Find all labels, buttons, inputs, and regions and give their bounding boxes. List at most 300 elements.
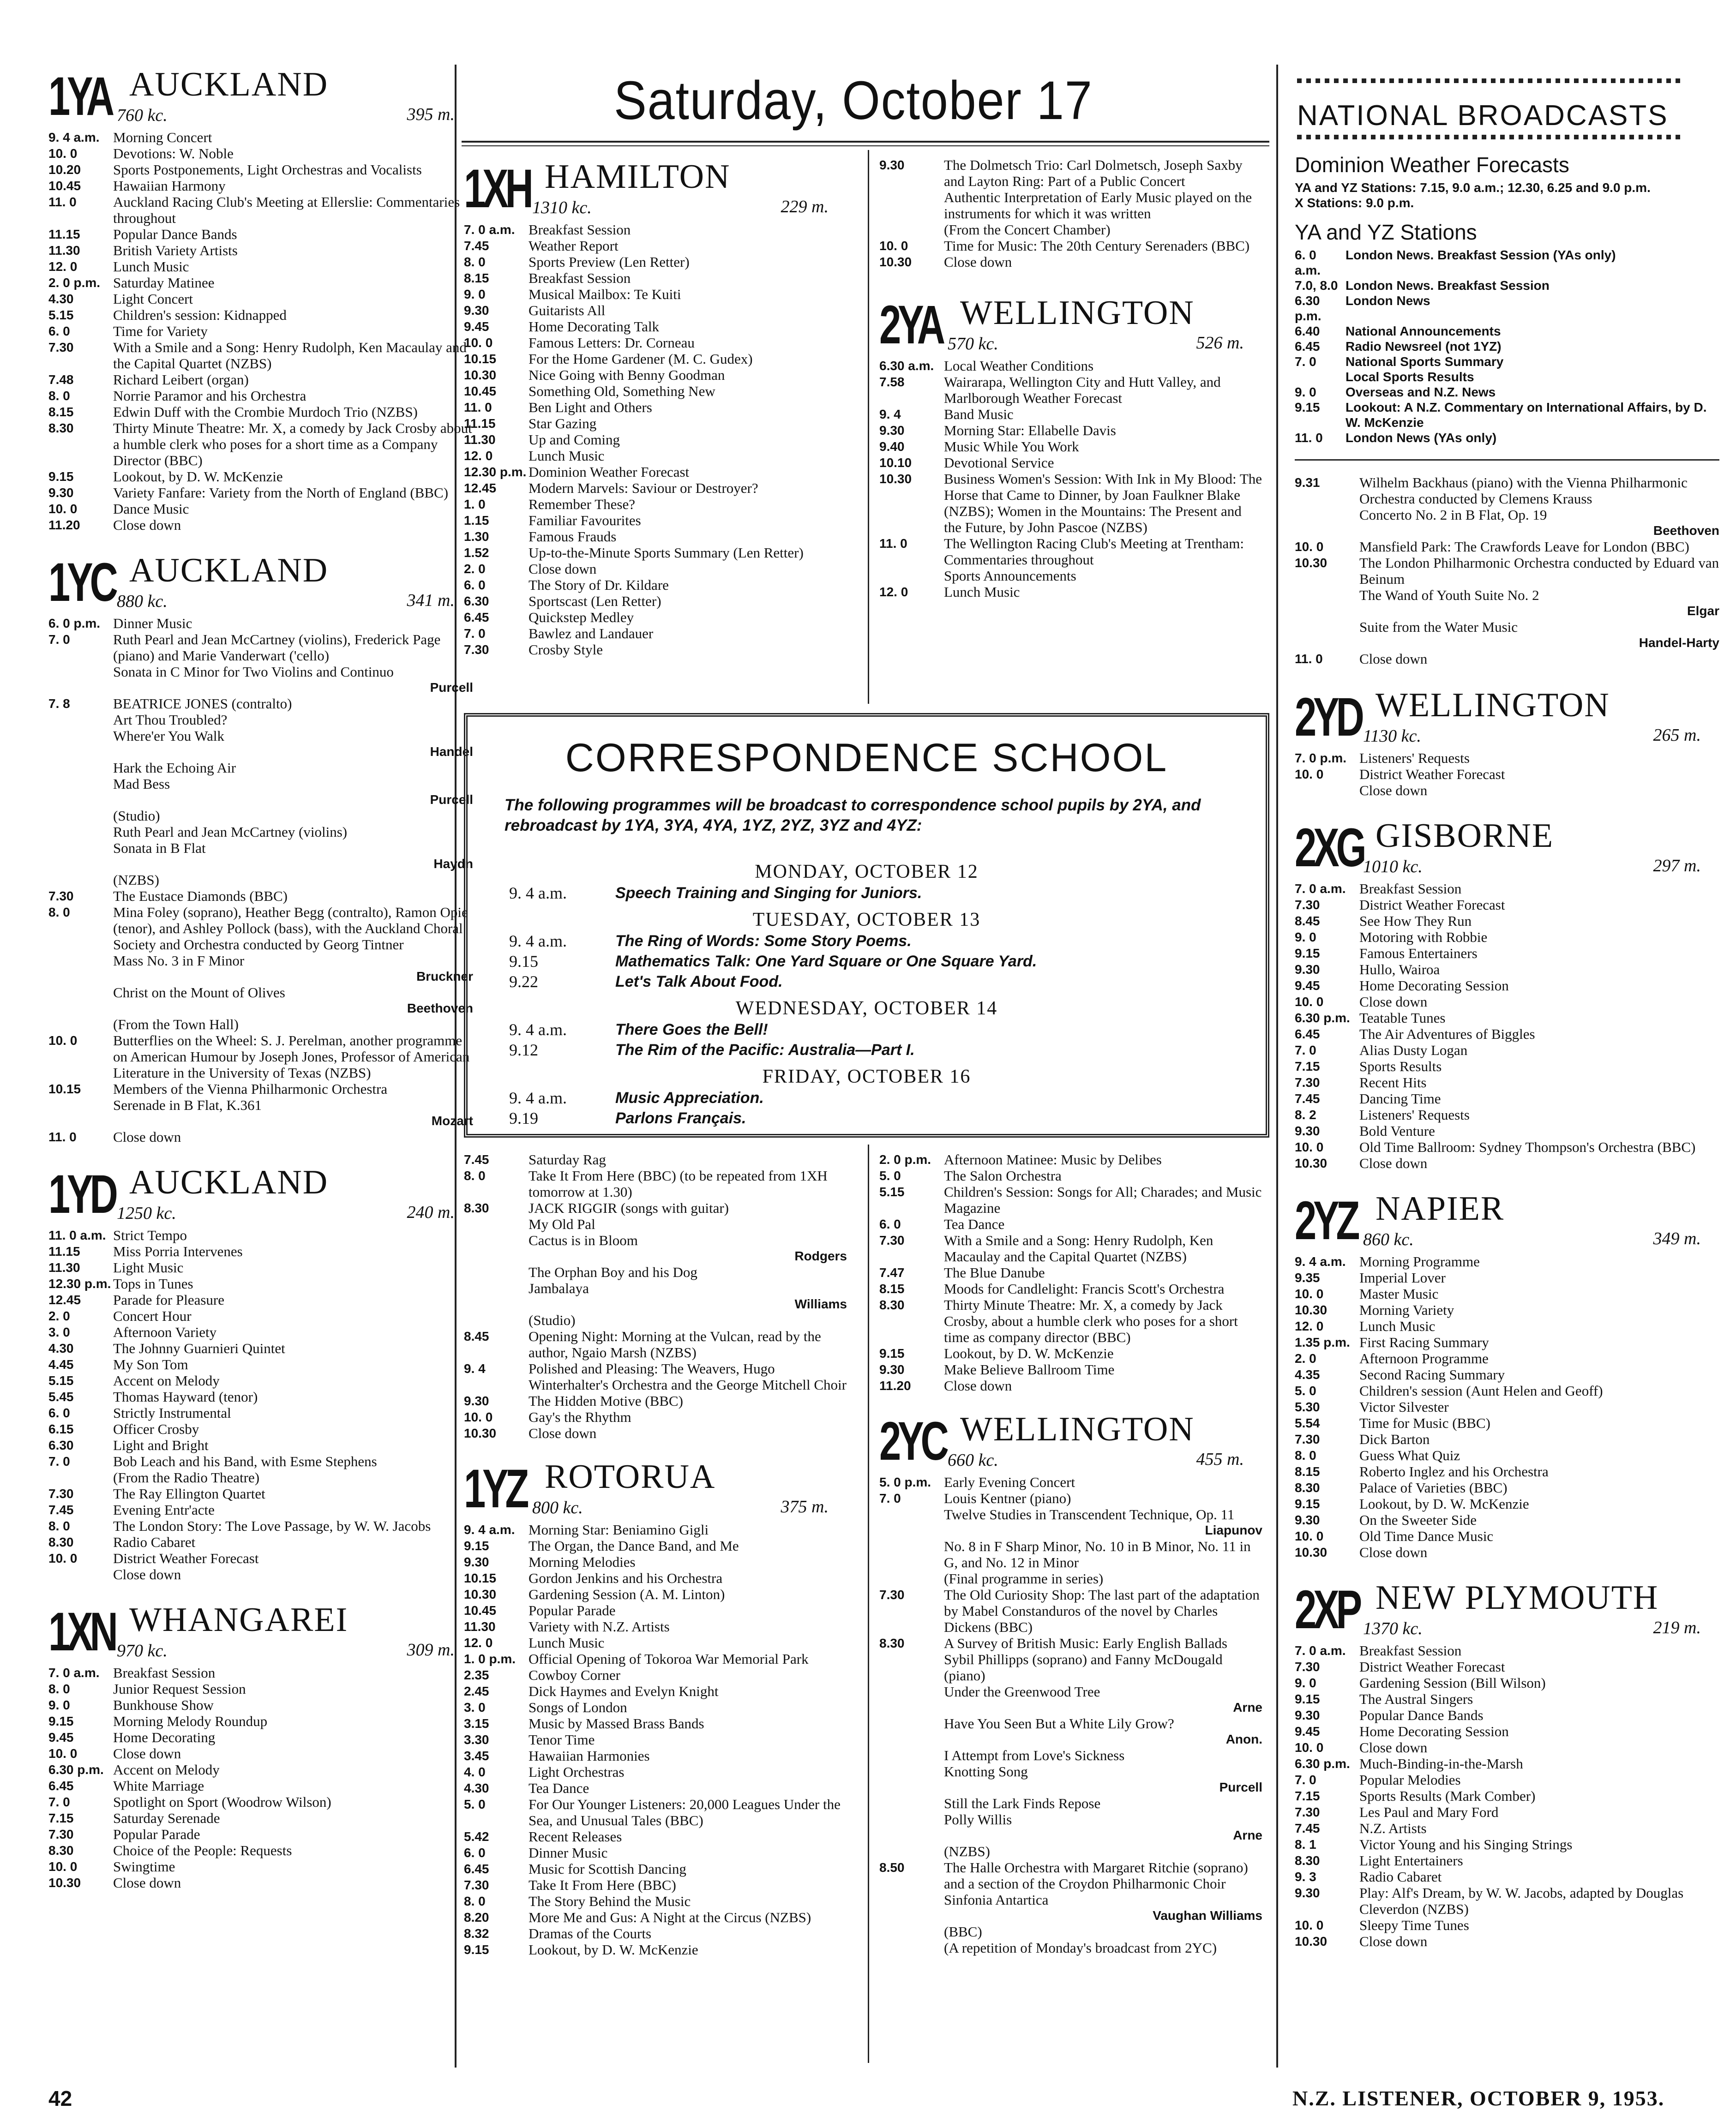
programme-time: 9.30 (464, 1394, 489, 1408)
programme-title: Devotional Service (944, 455, 1054, 471)
city-name: GISBORNE (1376, 817, 1554, 855)
programme-title: Old Time Dance Music (1359, 1528, 1494, 1544)
programme-row (464, 1602, 847, 1618)
programme-title: Sonata in B Flat (113, 840, 206, 856)
correspondence-day: WEDNESDAY, OCTOBER 14 (735, 998, 998, 1019)
national-list (1295, 247, 1719, 445)
programme-title: Junior Request Session (113, 1681, 246, 1697)
programme-row (464, 1393, 847, 1409)
national-title: London News. Breakfast Session (YAs only) (1346, 248, 1616, 262)
programme-time: 7.15 (1295, 1059, 1320, 1073)
programme-time: 10. 0 (1295, 1918, 1324, 1932)
programme-time (1295, 782, 1359, 798)
programme-title: Dick Haymes and Evelyn Knight (529, 1683, 719, 1699)
frequency: 1130 kc. (1363, 726, 1421, 746)
national-title: Local Sports Results (1346, 370, 1474, 384)
programme-row (464, 1699, 847, 1715)
column-rule-right (1276, 65, 1278, 2068)
programme-row (879, 1811, 1262, 1828)
programme-title: Take It From Here (BBC) (to be repeated from 1XH tomorrow at 1.30) (529, 1168, 828, 1200)
programme-title: Tea Dance (944, 1216, 1005, 1232)
programme-time: 9. 4 (879, 407, 901, 421)
programme-title: Listeners' Requests (1359, 1107, 1470, 1123)
programme-row (1295, 555, 1719, 587)
programme-row (879, 535, 1262, 568)
call-sign: 2YA (879, 294, 942, 355)
programme-time: 7. 8 (48, 696, 70, 711)
programme-title: JACK RIGGIR (songs with guitar) (529, 1200, 729, 1216)
composer: Purcell (430, 792, 473, 807)
programme-row (464, 1216, 847, 1232)
city-name: WELLINGTON (1376, 686, 1610, 724)
programme-time: 12.45 (464, 481, 497, 495)
programme-title: Still the Lark Finds Repose (944, 1795, 1101, 1811)
programme-row (48, 1032, 473, 1081)
programme-title: Cactus is in Bloom (529, 1232, 638, 1248)
programme-title: Dancing Time (1359, 1091, 1441, 1107)
composer: Handel-Harty (1639, 635, 1719, 650)
programme-row (879, 438, 1262, 455)
programme-list (464, 1151, 847, 1441)
wavelength: 309 m. (407, 1640, 455, 1660)
programme-title: Light Music (113, 1259, 184, 1276)
correspondence-time: 9.12 (509, 1041, 538, 1059)
programme-title: Master Music (1359, 1286, 1439, 1302)
programme-row (48, 1276, 473, 1292)
programme-title: Famous Letters: Dr. Corneau (529, 335, 695, 351)
programme-row (464, 464, 847, 480)
programme-row (48, 1340, 473, 1356)
programme-title: Children's Session: Songs for All; Charades; and Music Magazine (944, 1184, 1262, 1216)
programme-title: (BBC) (944, 1924, 982, 1940)
column-middle-right-bottom (879, 1151, 1262, 1969)
programme-title: Art Thou Troubled? (113, 712, 228, 728)
programme-time: 12.45 (48, 1293, 81, 1307)
programme-title: Nice Going with Benny Goodman (529, 367, 725, 383)
composer: Mozart (431, 1114, 473, 1128)
programme-row (879, 1651, 1262, 1684)
programme-row (1295, 1496, 1719, 1512)
programme-title: Light and Bright (113, 1437, 209, 1453)
programme-time: 8.30 (1295, 1853, 1320, 1868)
composer: Bruckner (416, 969, 473, 983)
programme-time: 8.15 (464, 271, 489, 285)
programme-time: 9. 4 (464, 1361, 486, 1376)
programme-row (464, 1586, 847, 1602)
programme-time: 8. 0 (464, 1894, 486, 1908)
correspondence-item (468, 971, 1266, 992)
programme-time (879, 1940, 944, 1956)
programme-time: 7.15 (48, 1811, 74, 1825)
column-middle-right-top (879, 157, 1262, 613)
programme-title: My Old Pal (529, 1216, 595, 1232)
programme-row (48, 1308, 473, 1324)
programme-time: 3.45 (464, 1749, 489, 1763)
column-right (1295, 143, 1719, 1962)
correspondence-title: Music Appreciation. (615, 1089, 764, 1107)
programme-title: Thirty Minute Theatre: Mr. X, a comedy by Jack Crosby about a humble clerk who poses for a short time as a Company Director (BBC) (113, 420, 472, 468)
call-sign: 1XH (464, 158, 530, 219)
programme-time (1295, 587, 1359, 603)
programme-title: The Dolmetsch Trio: Carl Dolmetsch, Joseph Saxby and Layton Ring: Part of a Public Concert (944, 157, 1243, 189)
programme-time: 9.30 (1295, 1124, 1320, 1138)
programme-title: Morning Melody Roundup (113, 1713, 268, 1729)
correspondence-day: TUESDAY, OCTOBER 13 (752, 909, 981, 930)
programme-row (879, 1474, 1262, 1490)
programme-time: 5.54 (1295, 1416, 1320, 1430)
programme-time: 2. 0 (464, 562, 486, 576)
programme-time: 4.45 (48, 1357, 74, 1372)
programme-row (48, 712, 473, 728)
programme-time: 5. 0 p.m. (879, 1475, 931, 1489)
programme-time: 7.48 (48, 372, 74, 387)
national-row (1295, 400, 1719, 430)
programme-time: 10.30 (879, 255, 912, 269)
programme-time: 7.30 (1295, 1805, 1320, 1819)
title-rule (462, 141, 1269, 143)
programme-list (879, 157, 1262, 270)
frequency: 570 kc. (948, 334, 998, 354)
programme-time: 6.45 (1295, 1027, 1320, 1041)
programme-time: 3. 0 (48, 1325, 70, 1339)
programme-title: Take It From Here (BBC) (529, 1877, 676, 1893)
programme-time (48, 776, 113, 792)
programme-time: 7.30 (464, 642, 489, 657)
programme-time: 7.45 (48, 1503, 74, 1517)
programme-row (879, 254, 1262, 270)
programme-row (1295, 961, 1719, 977)
programme-title: Tea Dance (529, 1780, 589, 1796)
wavelength: 395 m. (407, 105, 455, 124)
programme-time: 7. 0 (464, 626, 486, 641)
programme-row (879, 1715, 1262, 1732)
programme-time: 12. 0 (1295, 1319, 1324, 1333)
programme-time: 7. 0 (879, 1491, 901, 1505)
programme-time (879, 1715, 944, 1732)
programme-time: 9.15 (879, 1346, 905, 1361)
programme-title: Much-Binding-in-the-Marsh (1359, 1756, 1523, 1772)
programme-time: 12. 0 (48, 259, 78, 274)
programme-title: District Weather Forecast (1359, 1659, 1505, 1675)
column-rule-middle-lower (868, 1145, 869, 2063)
programme-title: Sportscast (Len Retter) (529, 593, 661, 609)
programme-time (879, 1747, 944, 1763)
wavelength: 297 m. (1653, 856, 1701, 875)
programme-title: District Weather Forecast (113, 1550, 259, 1566)
programme-time: 9.30 (1295, 1513, 1320, 1527)
programme-time: 12.30 p.m. (464, 465, 527, 479)
programme-time: 8. 0 (48, 1682, 70, 1696)
programme-list (48, 1665, 473, 1891)
programme-title: Radio Cabaret (1359, 1869, 1442, 1885)
programme-row (1295, 977, 1719, 994)
programme-row (879, 1763, 1262, 1780)
programme-row (48, 872, 473, 888)
programme-title: The Story of Dr. Kildare (529, 577, 669, 593)
programme-row (1295, 1383, 1719, 1399)
programme-list (1295, 750, 1719, 798)
programme-row (464, 1893, 847, 1909)
programme-time: 7.30 (1295, 1660, 1320, 1674)
programme-row (879, 358, 1262, 374)
programme-row (48, 1665, 473, 1681)
correspondence-time: 9.19 (509, 1109, 538, 1127)
composer: Arne (1233, 1828, 1262, 1842)
programme-list (1295, 1253, 1719, 1560)
correspondence-title: There Goes the Bell! (615, 1021, 768, 1038)
programme-title: Business Women's Session: With Ink in My Blood: The Horse that Came to Dinner, by Joan Faulkner Blake (NZBS); Women in the Mountains: The Present and the Future, by John Pascoe (NZBS) (944, 471, 1262, 535)
wavelength: 455 m. (1196, 1450, 1244, 1469)
programme-title: Victor Young and his Singing Strings (1359, 1836, 1573, 1852)
programme-time (48, 664, 113, 680)
station-1xn (48, 1595, 473, 1891)
station-1xh (464, 152, 847, 658)
programme-time: 8.15 (48, 405, 74, 419)
programme-title: Time for Music (BBC) (1359, 1415, 1490, 1431)
call-sign: 1YC (48, 552, 115, 613)
programme-time: 9.15 (48, 469, 74, 484)
programme-title: Motoring with Robbie (1359, 929, 1488, 945)
programme-title: Edwin Duff with the Crombie Murdoch Trio (NZBS) (113, 404, 418, 420)
programme-title: Teatable Tunes (1359, 1010, 1446, 1026)
programme-row (1295, 994, 1719, 1010)
programme-row (464, 1425, 847, 1441)
programme-row (48, 953, 473, 969)
programme-row (48, 1875, 473, 1891)
programme-row (464, 286, 847, 302)
programme-title: Light Entertainers (1359, 1852, 1463, 1869)
programme-title: (From the Concert Chamber) (944, 222, 1111, 238)
station-header (879, 1405, 1262, 1474)
programme-row (464, 545, 847, 561)
correspondence-title: Let's Talk About Food. (615, 973, 783, 990)
correspondence-item (468, 1040, 1266, 1060)
programme-time (879, 1892, 944, 1908)
programme-title: Lunch Music (1359, 1318, 1436, 1334)
station-header (48, 1595, 473, 1665)
programme-row (48, 1486, 473, 1502)
programme-row (1295, 1026, 1719, 1042)
programme-row (1295, 1253, 1719, 1270)
programme-title: Wilhelm Backhaus (piano) with the Vienna Philharmonic Orchestra conducted by Clemens Krauss (1359, 474, 1688, 507)
programme-time: 10. 0 (1295, 1140, 1324, 1154)
programme-row (48, 1373, 473, 1389)
national-title: National Announcements (1346, 324, 1501, 338)
programme-row (879, 1747, 1262, 1763)
page-number: 42 (48, 2086, 72, 2110)
ya-yz-heading: YA and YZ Stations (1295, 220, 1477, 244)
programme-time: 9.35 (1295, 1271, 1320, 1285)
wavelength: 219 m. (1653, 1618, 1701, 1637)
programme-title: Up-to-the-Minute Sports Summary (Len Retter) (529, 545, 804, 561)
title-rule-2 (462, 145, 1269, 146)
programme-title: Richard Leibert (organ) (113, 372, 249, 388)
programme-time: 9. 0 (48, 1698, 70, 1712)
station-1ya (48, 60, 473, 533)
programme-title: (From the Radio Theatre) (113, 1469, 260, 1486)
programme-row (464, 512, 847, 528)
programme-row (48, 1550, 473, 1566)
programme-time: 7.30 (879, 1588, 905, 1602)
programme-row (1295, 1852, 1719, 1869)
programme-title: Dramas of the Courts (529, 1925, 652, 1942)
programme-time: 5.45 (48, 1390, 74, 1404)
call-sign: 1YD (48, 1164, 115, 1225)
programme-row (1295, 1058, 1719, 1074)
programme-time: 4.30 (48, 1341, 74, 1355)
programme-time: 8. 2 (1295, 1108, 1316, 1122)
programme-time (879, 1506, 944, 1523)
programme-title: The Organ, the Dance Band, and Me (529, 1538, 739, 1554)
programme-time: 11. 0 (464, 400, 492, 414)
programme-row (464, 1651, 847, 1667)
programme-time: 2. 0 (1295, 1351, 1316, 1366)
programme-time (1295, 507, 1359, 523)
programme-row (48, 776, 473, 792)
programme-row (1295, 1756, 1719, 1772)
programme-row (48, 1469, 473, 1486)
programme-row (464, 238, 847, 254)
programme-title: The Austral Singers (1359, 1691, 1473, 1707)
call-sign: 2XG (1295, 817, 1364, 878)
programme-row (48, 888, 473, 904)
programme-time: 11. 0 (48, 195, 77, 209)
programme-row (1295, 750, 1719, 766)
national-row (1295, 369, 1719, 384)
programme-title: Mad Bess (113, 776, 170, 792)
programme-time: 6.30 p.m. (1295, 1756, 1350, 1771)
programme-time: 6.30 p.m. (1295, 1011, 1350, 1025)
programme-row (48, 808, 473, 824)
programme-title: Second Racing Summary (1359, 1367, 1505, 1383)
programme-time: 8.30 (1295, 1481, 1320, 1495)
programme-title: The Blue Danube (944, 1265, 1045, 1281)
programme-time: 9.15 (464, 1942, 489, 1957)
programme-row (879, 1795, 1262, 1811)
programme-title: Close down (1359, 1155, 1428, 1171)
programme-row (48, 517, 473, 533)
programme-time (464, 1216, 529, 1232)
station-1yd (48, 1158, 473, 1583)
programme-time: 1. 0 (464, 497, 486, 511)
programme-title: Up and Coming (529, 432, 620, 448)
programme-row (1295, 1528, 1719, 1544)
station-2xg (1295, 811, 1719, 1171)
column-left (48, 60, 473, 1904)
programme-title: Parade for Pleasure (113, 1292, 225, 1308)
programme-title: Time for Variety (113, 323, 208, 339)
call-sign: 2YZ (1295, 1190, 1357, 1251)
programme-row (48, 1810, 473, 1826)
composer: Handel (430, 744, 473, 759)
programme-time (48, 953, 113, 969)
programme-title: Les Paul and Mary Ford (1359, 1804, 1499, 1820)
programme-row (464, 1200, 847, 1216)
programme-row (1295, 1302, 1719, 1318)
programme-title: Roberto Inglez and his Orchestra (1359, 1463, 1549, 1480)
programme-title: Recent Hits (1359, 1074, 1427, 1091)
programme-title: Opening Night: Morning at the Vulcan, read by the author, Ngaio Marsh (NZBS) (529, 1328, 821, 1361)
programme-row (464, 1312, 847, 1328)
programme-row (1295, 897, 1719, 913)
programme-row (48, 631, 473, 664)
programme-row (48, 760, 473, 776)
programme-time (48, 840, 113, 856)
correspondence-title: Mathematics Talk: One Yard Square or One Square Yard. (615, 953, 1037, 970)
programme-time: 10. 0 (1295, 767, 1324, 781)
national-row (1295, 354, 1719, 369)
programme-row (1295, 1885, 1719, 1917)
programme-title: For the Home Gardener (M. C. Gudex) (529, 351, 753, 367)
station-header (1295, 1184, 1719, 1253)
programme-time (48, 1016, 113, 1032)
programme-time: 6. 0 (464, 578, 486, 592)
programme-title: Christ on the Mount of Olives (113, 984, 285, 1001)
programme-title: Hullo, Wairoa (1359, 961, 1440, 977)
programme-time: 9.30 (464, 1555, 489, 1569)
programme-title: On the Sweeter Side (1359, 1512, 1477, 1528)
correspondence-schedule (468, 855, 1266, 1128)
programme-time: 12. 0 (464, 449, 493, 463)
programme-row (464, 1280, 847, 1296)
programme-title: Dominion Weather Forecast (529, 464, 690, 480)
programme-time: 9.30 (879, 158, 905, 172)
programme-title: Thirty Minute Theatre: Mr. X, a comedy by Jack Crosby, about a humble clerk who poses for a short time as company director (BBC) (944, 1297, 1238, 1345)
programme-title: Famous Entertainers (1359, 945, 1478, 961)
programme-row (1295, 1010, 1719, 1026)
programme-row (1295, 1788, 1719, 1804)
programme-row (48, 1778, 473, 1794)
frequency: 660 kc. (948, 1451, 998, 1470)
programme-title: Spotlight on Sport (Woodrow Wilson) (113, 1794, 331, 1810)
programme-title: Variety Fanfare: Variety from the North of England (BBC) (113, 485, 449, 501)
programme-row (464, 496, 847, 512)
programme-row (464, 1715, 847, 1732)
programme-time: 10.30 (1295, 556, 1328, 570)
programme-time: 9.30 (1295, 1708, 1320, 1722)
programme-time (879, 1763, 944, 1780)
programme-time: 9.15 (1295, 1497, 1320, 1511)
programme-time: 7. 0 a.m. (1295, 1643, 1346, 1658)
programme-row (48, 178, 473, 194)
programme-time (879, 1538, 944, 1571)
programme-row (464, 1667, 847, 1683)
programme-time: 10.30 (464, 1587, 497, 1601)
programme-row (48, 1016, 473, 1032)
programme-row (1295, 1480, 1719, 1496)
programme-row (1295, 1286, 1719, 1302)
programme-row (48, 323, 473, 339)
programme-row (1295, 1836, 1719, 1852)
column-middle-left-bottom (464, 1151, 847, 1971)
programme-title: Sinfonia Antartica (944, 1892, 1049, 1908)
station-header (48, 60, 473, 129)
programme-time: 7.47 (879, 1265, 905, 1280)
programme-row (464, 1554, 847, 1570)
programme-row (464, 480, 847, 496)
programme-title: Close down (113, 1566, 181, 1583)
programme-row (48, 1534, 473, 1550)
programme-title: Officer Crosby (113, 1421, 199, 1437)
programme-title: Hark the Echoing Air (113, 760, 236, 776)
programme-row (1295, 1042, 1719, 1058)
programme-time: 6.30 (464, 594, 489, 608)
frequency: 970 kc. (117, 1641, 168, 1660)
programme-title: Music by Massed Brass Bands (529, 1715, 704, 1732)
programme-title: Saturday Matinee (113, 275, 215, 291)
programme-row (48, 1745, 473, 1762)
programme-row (879, 1684, 1262, 1700)
